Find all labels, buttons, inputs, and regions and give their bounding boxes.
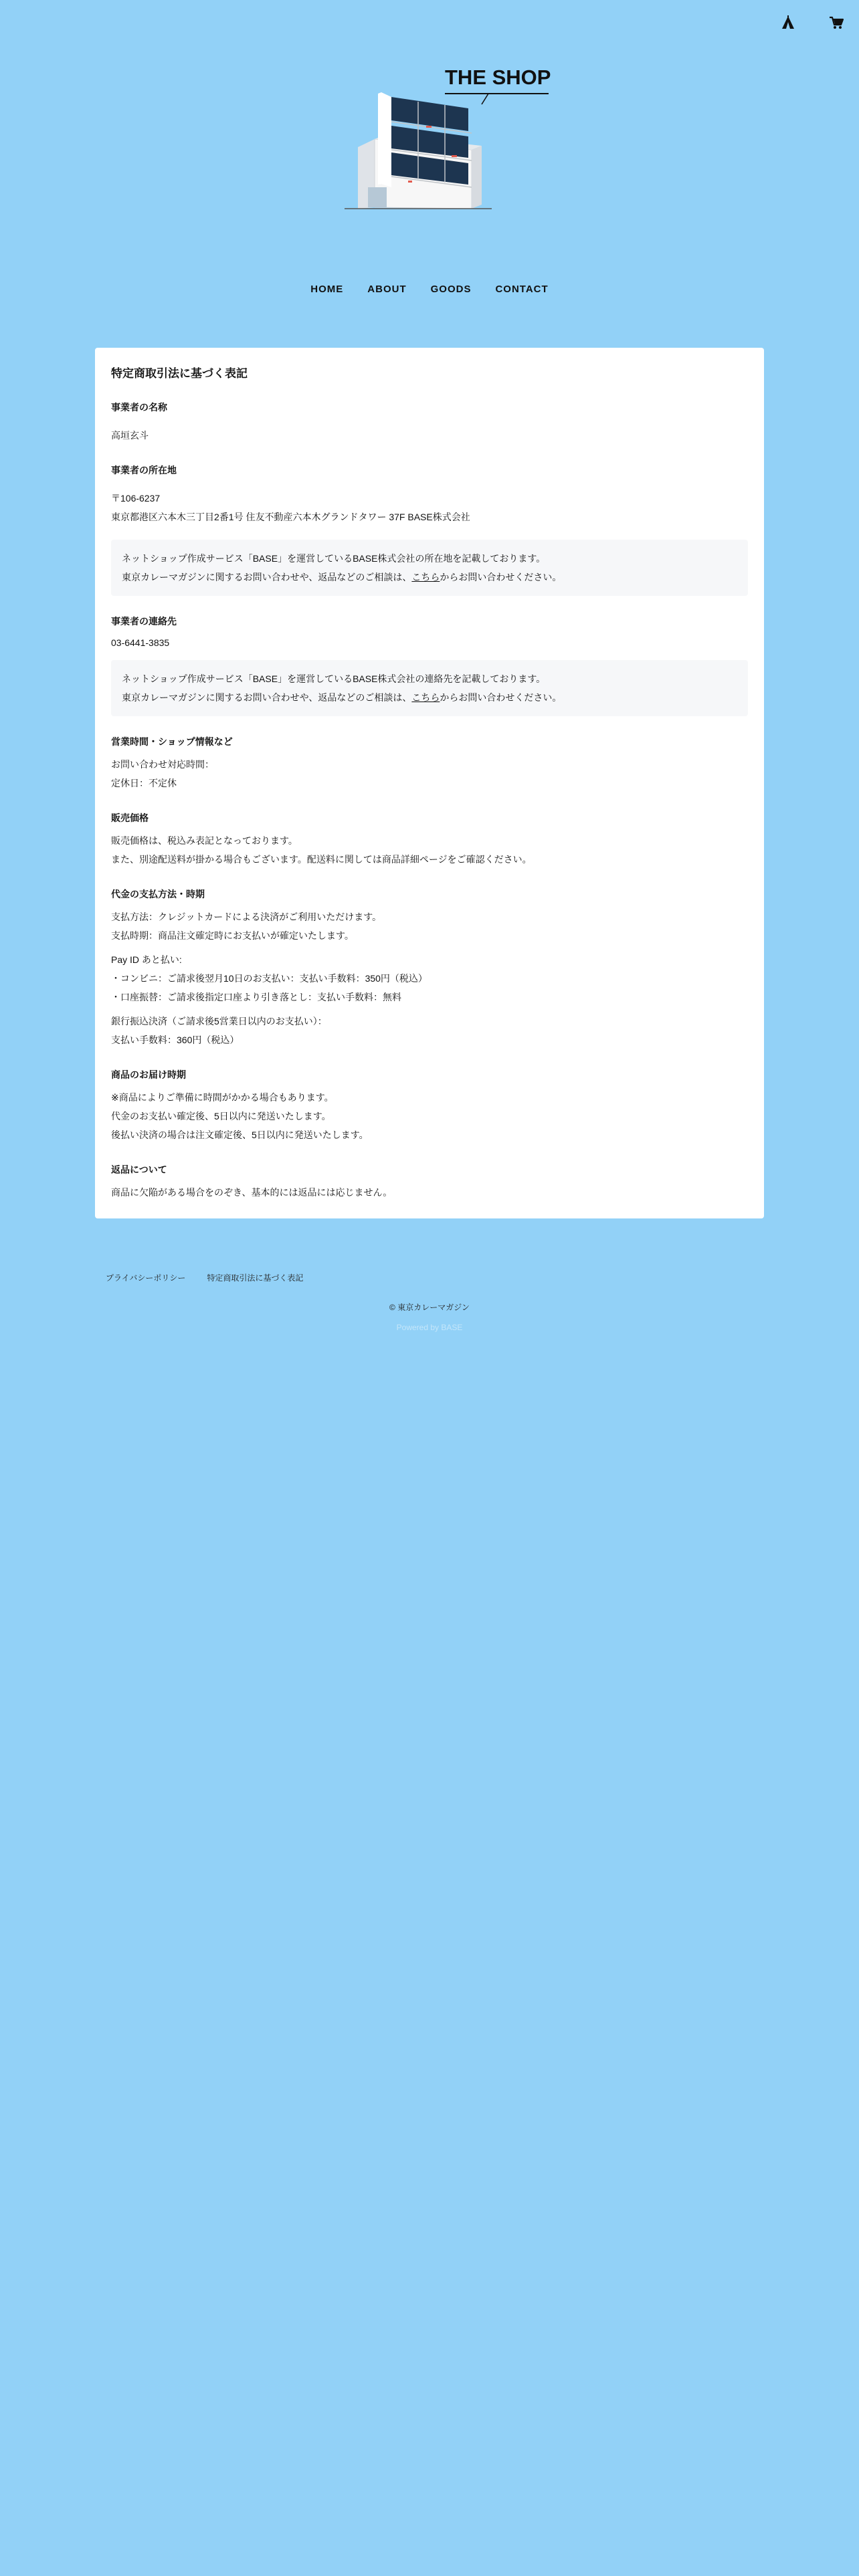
- note-line: [122, 688, 737, 707]
- business-name: 高垣玄斗: [111, 430, 149, 441]
- legal-notice-card: [95, 348, 764, 1218]
- section-heading: 事業者の名称: [111, 402, 167, 413]
- payment-line: 支払時期：商品注文確定時にお支払いが確定いたします。: [111, 930, 354, 941]
- main-nav: [0, 284, 859, 295]
- returns-line: 商品に欠陥がある場合をのぞき、基本的には返品には応じません。: [111, 1187, 393, 1198]
- powered-by-link[interactable]: Powered by BASE: [396, 1323, 463, 1332]
- header-icons: [777, 12, 847, 33]
- footer-links: [106, 1272, 303, 1283]
- contact-link[interactable]: こちら: [411, 572, 440, 582]
- address-note: [111, 540, 748, 596]
- section-heading: 販売価格: [111, 813, 149, 823]
- delivery-line: 代金のお支払い確定後、5日以内に発送いたします。: [111, 1111, 331, 1121]
- delivery-line: ※商品によりご準備に時間がかかる場合もあります。: [111, 1092, 334, 1103]
- payment-line: ・口座振替：ご請求後指定口座より引き落とし：支払い手数料：無料: [111, 992, 401, 1002]
- payment-line: 支払い手数料：360円（税込）: [111, 1035, 240, 1045]
- phone-number: 03-6441-3835: [111, 637, 170, 648]
- note-text: からお問い合わせください。: [440, 572, 562, 582]
- section-heading: 事業者の連絡先: [111, 616, 177, 627]
- contact-note: [111, 660, 748, 716]
- nav-goods[interactable]: GOODS: [430, 284, 472, 295]
- privacy-policy-link[interactable]: プライバシーポリシー: [106, 1273, 186, 1283]
- contact-link[interactable]: こちら: [411, 692, 440, 703]
- section-returns: [111, 1163, 748, 1202]
- base-tent-icon[interactable]: [777, 12, 799, 33]
- section-contact: [111, 615, 748, 716]
- section-heading: 代金の支払方法・時期: [111, 889, 205, 899]
- section-payment: [111, 887, 748, 1049]
- cart-icon[interactable]: [826, 12, 847, 33]
- payment-line: ・コンビニ：ご請求後翌月10日のお支払い：支払い手数料：350円（税込）: [111, 973, 427, 984]
- note-line: ネットショップ作成サービス「BASE」を運営しているBASE株式会社の連絡先を記載しております。: [122, 673, 546, 684]
- section-name: [111, 401, 748, 445]
- delivery-line: 後払い決済の場合は注文確定後、5日以内に発送いたします。: [111, 1130, 369, 1140]
- payment-line: Pay ID あと払い:: [111, 954, 182, 965]
- note-text: 東京カレーマガジンに関するお問い合わせや、返品などのご相談は、: [122, 572, 412, 582]
- section-heading: 事業者の所在地: [111, 465, 177, 475]
- note-line: ネットショップ作成サービス「BASE」を運営しているBASE株式会社の所在地を記載しております。: [122, 553, 546, 564]
- price-line: また、別途配送料が掛かる場合もございます。配送料に関しては商品詳細ページをご確認ください。: [111, 854, 532, 865]
- nav-home[interactable]: HOME: [310, 284, 344, 295]
- hours-line: お問い合わせ対応時間：: [111, 759, 214, 770]
- section-heading: 返品について: [111, 1164, 167, 1175]
- section-address: [111, 463, 748, 596]
- payment-line: 銀行振込決済（ご請求後5営業日以内のお支払い）：: [111, 1016, 327, 1027]
- copyright: © 東京カレーマガジン: [389, 1303, 470, 1312]
- section-delivery: [111, 1068, 748, 1144]
- section-price: [111, 811, 748, 869]
- nav-contact[interactable]: CONTACT: [495, 284, 549, 295]
- note-text: からお問い合わせください。: [440, 692, 562, 703]
- legal-notice-link[interactable]: 特定商取引法に基づく表記: [207, 1273, 304, 1283]
- note-line: [122, 568, 737, 586]
- logo-text: THE SHOP: [445, 67, 551, 89]
- section-heading: 商品のお届け時期: [111, 1069, 186, 1080]
- section-heading: 営業時間・ショップ情報など: [111, 736, 233, 747]
- hours-line: 定休日：不定休: [111, 778, 177, 788]
- nav-about[interactable]: ABOUT: [367, 284, 407, 295]
- address-text: 東京都港区六本木三丁目2番1号 住友不動産六本木グランドタワー 37F BASE株式会社: [111, 512, 470, 522]
- note-text: 東京カレーマガジンに関するお問い合わせや、返品などのご相談は、: [122, 692, 412, 703]
- price-line: 販売価格は、税込み表記となっております。: [111, 835, 298, 846]
- payment-line: 支払方法：クレジットカードによる決済がご利用いただけます。: [111, 911, 382, 922]
- postal-code: 〒106-6237: [111, 493, 161, 504]
- page-title: 特定商取引法に基づく表記: [111, 367, 248, 380]
- section-hours: [111, 735, 748, 792]
- shop-logo[interactable]: [345, 67, 552, 214]
